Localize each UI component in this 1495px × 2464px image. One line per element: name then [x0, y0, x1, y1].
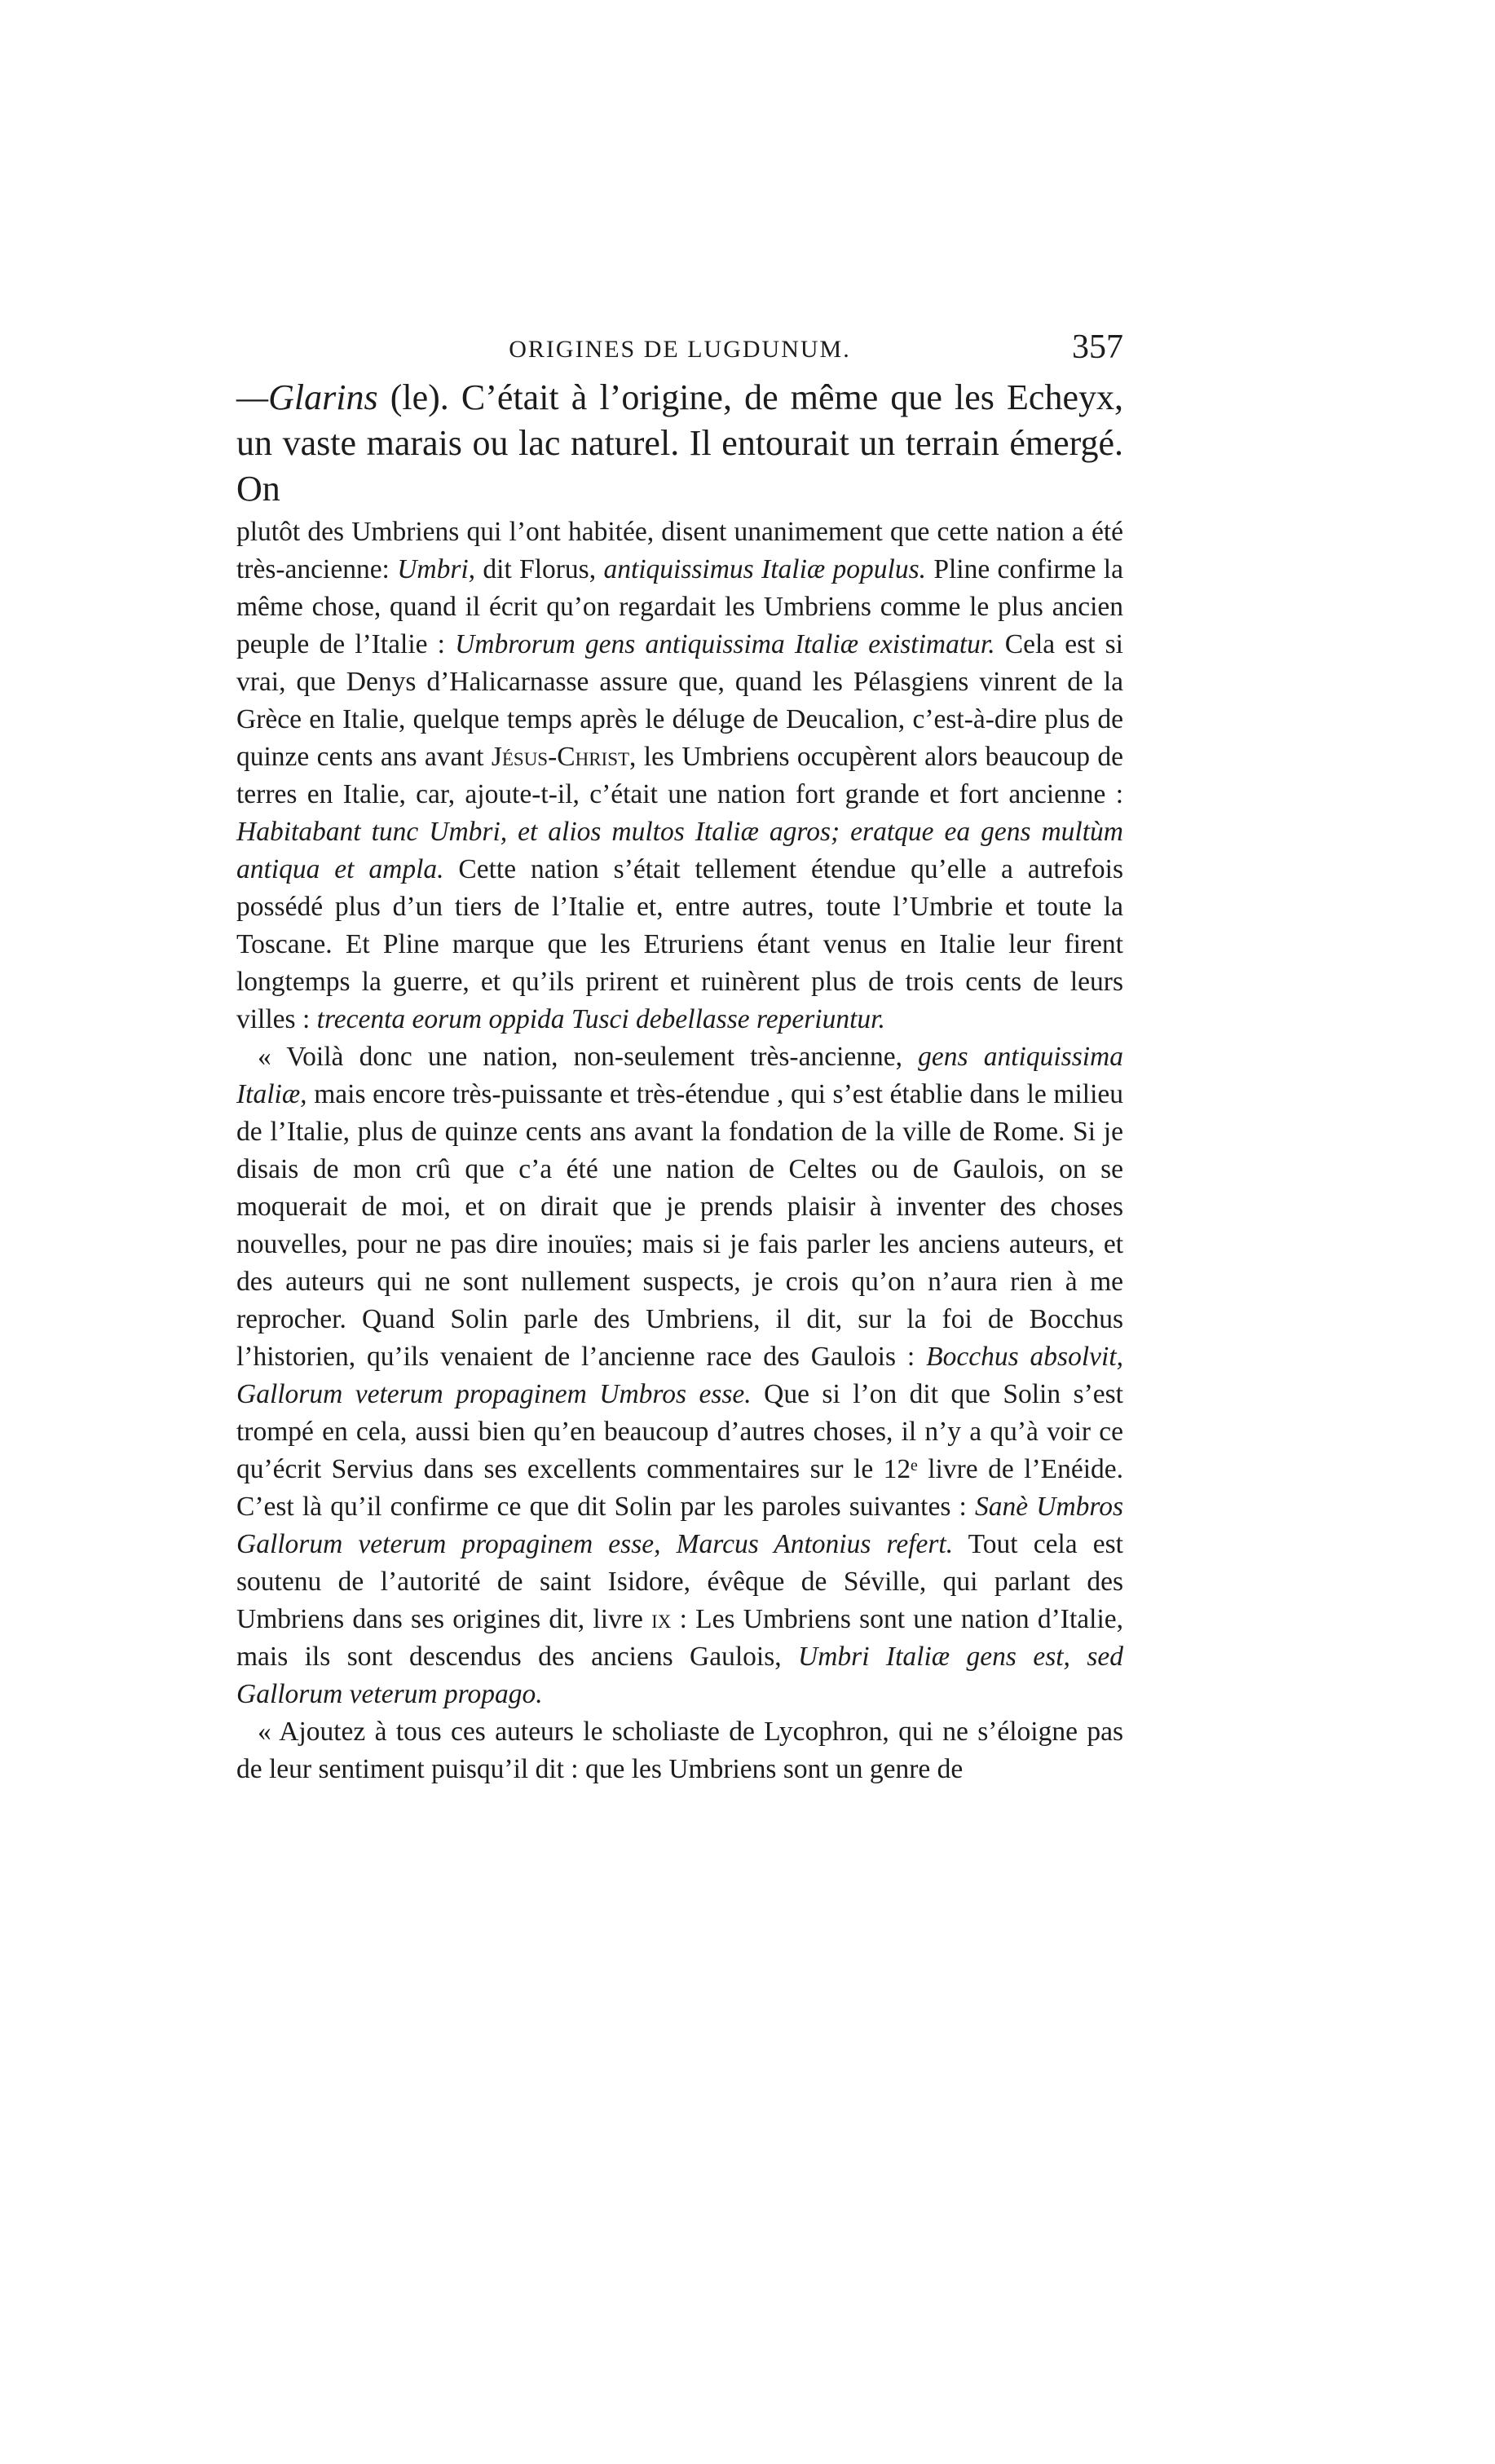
latin-quote: Habitabant tunc Umbri, et alios multos Italiæ agros; eratque ea gens multùm antiqua et ampla.	[236, 817, 1123, 884]
latin-quote: gens antiquissima Italiæ,	[236, 1042, 1123, 1109]
note-text: Cela est si vrai, que Denys d’Halicarnasse assure que, quand les Pélasgiens vinrent de la Grèce en Italie, quelque temps après le déluge de Deucalion, c’est-à-dire plus de quinze cents ans avant	[236, 629, 1123, 772]
entry-word: —Glarins	[236, 377, 378, 417]
note-text: : Les Umbriens sont une nation d’Italie, mais ils sont descendus des anciens Gaulois,	[236, 1604, 1123, 1672]
page-header	[236, 326, 1123, 375]
latin-quote: Bocchus absolvit, Gallorum veterum propaginem Umbros esse.	[236, 1342, 1123, 1409]
note-text: , les Umbriens occupèrent alors beaucoup de terres en Italie, car, ajoute-t-il, c’était une nation fort grande et fort ancienne :	[236, 742, 1123, 809]
footnote-paragraph-3	[236, 1713, 1123, 1788]
latin-quote: Umbrorum gens antiquissima Italiæ existimatur.	[455, 629, 995, 659]
latin-quote: Sanè Umbros Gallorum veterum propaginem esse, Marcus Antonius refert.	[236, 1492, 1123, 1559]
note-text: Cette nation s’était tellement étendue qu’elle a autrefois possédé plus d’un tiers de l’Italie et, entre autres, toute l’Umbrie et toute la Toscane. Et Pline marque que les Etruriens étant venus en Italie leur firent longtemps la guerre, et qu’ils prirent et ruinèrent plus de trois cents de leurs villes :	[236, 854, 1123, 1034]
note-text: Que si l’on dit que Solin s’est trompé en cela, aussi bien qu’en beaucoup d’autres choses, il n’y a qu’à voir ce qu’écrit Servius dans ses excellents commentaires sur le 12ᵉ livre de l’Enéide. C’est là qu’il confirme ce que dit Solin par les paroles suivantes :	[236, 1379, 1123, 1522]
latin-quote: antiquissimus Italiæ populus.	[603, 554, 927, 584]
note-text: dit Florus,	[475, 554, 604, 584]
page-number: 357	[1072, 328, 1123, 366]
latin-quote: trecenta eorum oppida Tusci debellasse reperiuntur.	[316, 1004, 885, 1034]
main-text	[236, 375, 1123, 512]
latin-quote: Umbri,	[397, 554, 476, 584]
note-text: plutôt des Umbriens qui l’ont habitée, disent unanimement que cette nation a été très-ancienne:	[236, 517, 1123, 584]
footnote-paragraph-2	[236, 1038, 1123, 1713]
book-number: ix	[651, 1604, 672, 1634]
footnote-paragraph-1	[236, 514, 1123, 1038]
latin-quote: Umbri Italiæ gens est, sed Gallorum veterum propago.	[236, 1642, 1123, 1709]
note-text: « Voilà donc une nation, non-seulement très-ancienne,	[258, 1042, 919, 1072]
note-text: Pline confirme la même chose, quand il écrit qu’on regardait les Umbriens comme le plus ancien peuple de l’Italie :	[236, 554, 1123, 659]
footnote	[236, 514, 1123, 1788]
note-text: « Ajoutez à tous ces auteurs le scholiaste de Lycophron, qui ne s’éloigne pas de leur sentiment puisqu’il dit : que les Umbriens sont un genre de	[236, 1717, 1123, 1784]
note-text: mais encore très-puissante et très-étendue , qui s’est établie dans le milieu de l’Italie, plus de quinze cents ans avant la fondation de la ville de Rome. Si je disais de mon crû que c’a été une nation de Celtes ou de Gaulois, on se moquerait de moi, et on dirait que je prends plaisir à inventer des choses nouvelles, pour ne pas dire inouïes; mais si je fais parler les anciens auteurs, et des auteurs qui ne sont nullement suspects, je crois qu’on n’aura rien à me reprocher. Quand Solin parle des Umbriens, il dit, sur la foi de Bocchus l’historien, qu’ils venaient de l’ancienne race des Gaulois :	[236, 1079, 1123, 1372]
running-title: ORIGINES DE LUGDUNUM.	[509, 336, 851, 363]
note-text: Tout cela est soutenu de l’autorité de saint Isidore, évêque de Séville, qui parlant des Umbriens dans ses origines dit, livre	[236, 1529, 1123, 1634]
small-caps-name: Jésus-Christ	[491, 742, 630, 772]
main-text-body: (le). C’était à l’origine, de même que les Echeyx, un vaste marais ou lac naturel. Il entourait un terrain émergé. On	[236, 377, 1123, 509]
